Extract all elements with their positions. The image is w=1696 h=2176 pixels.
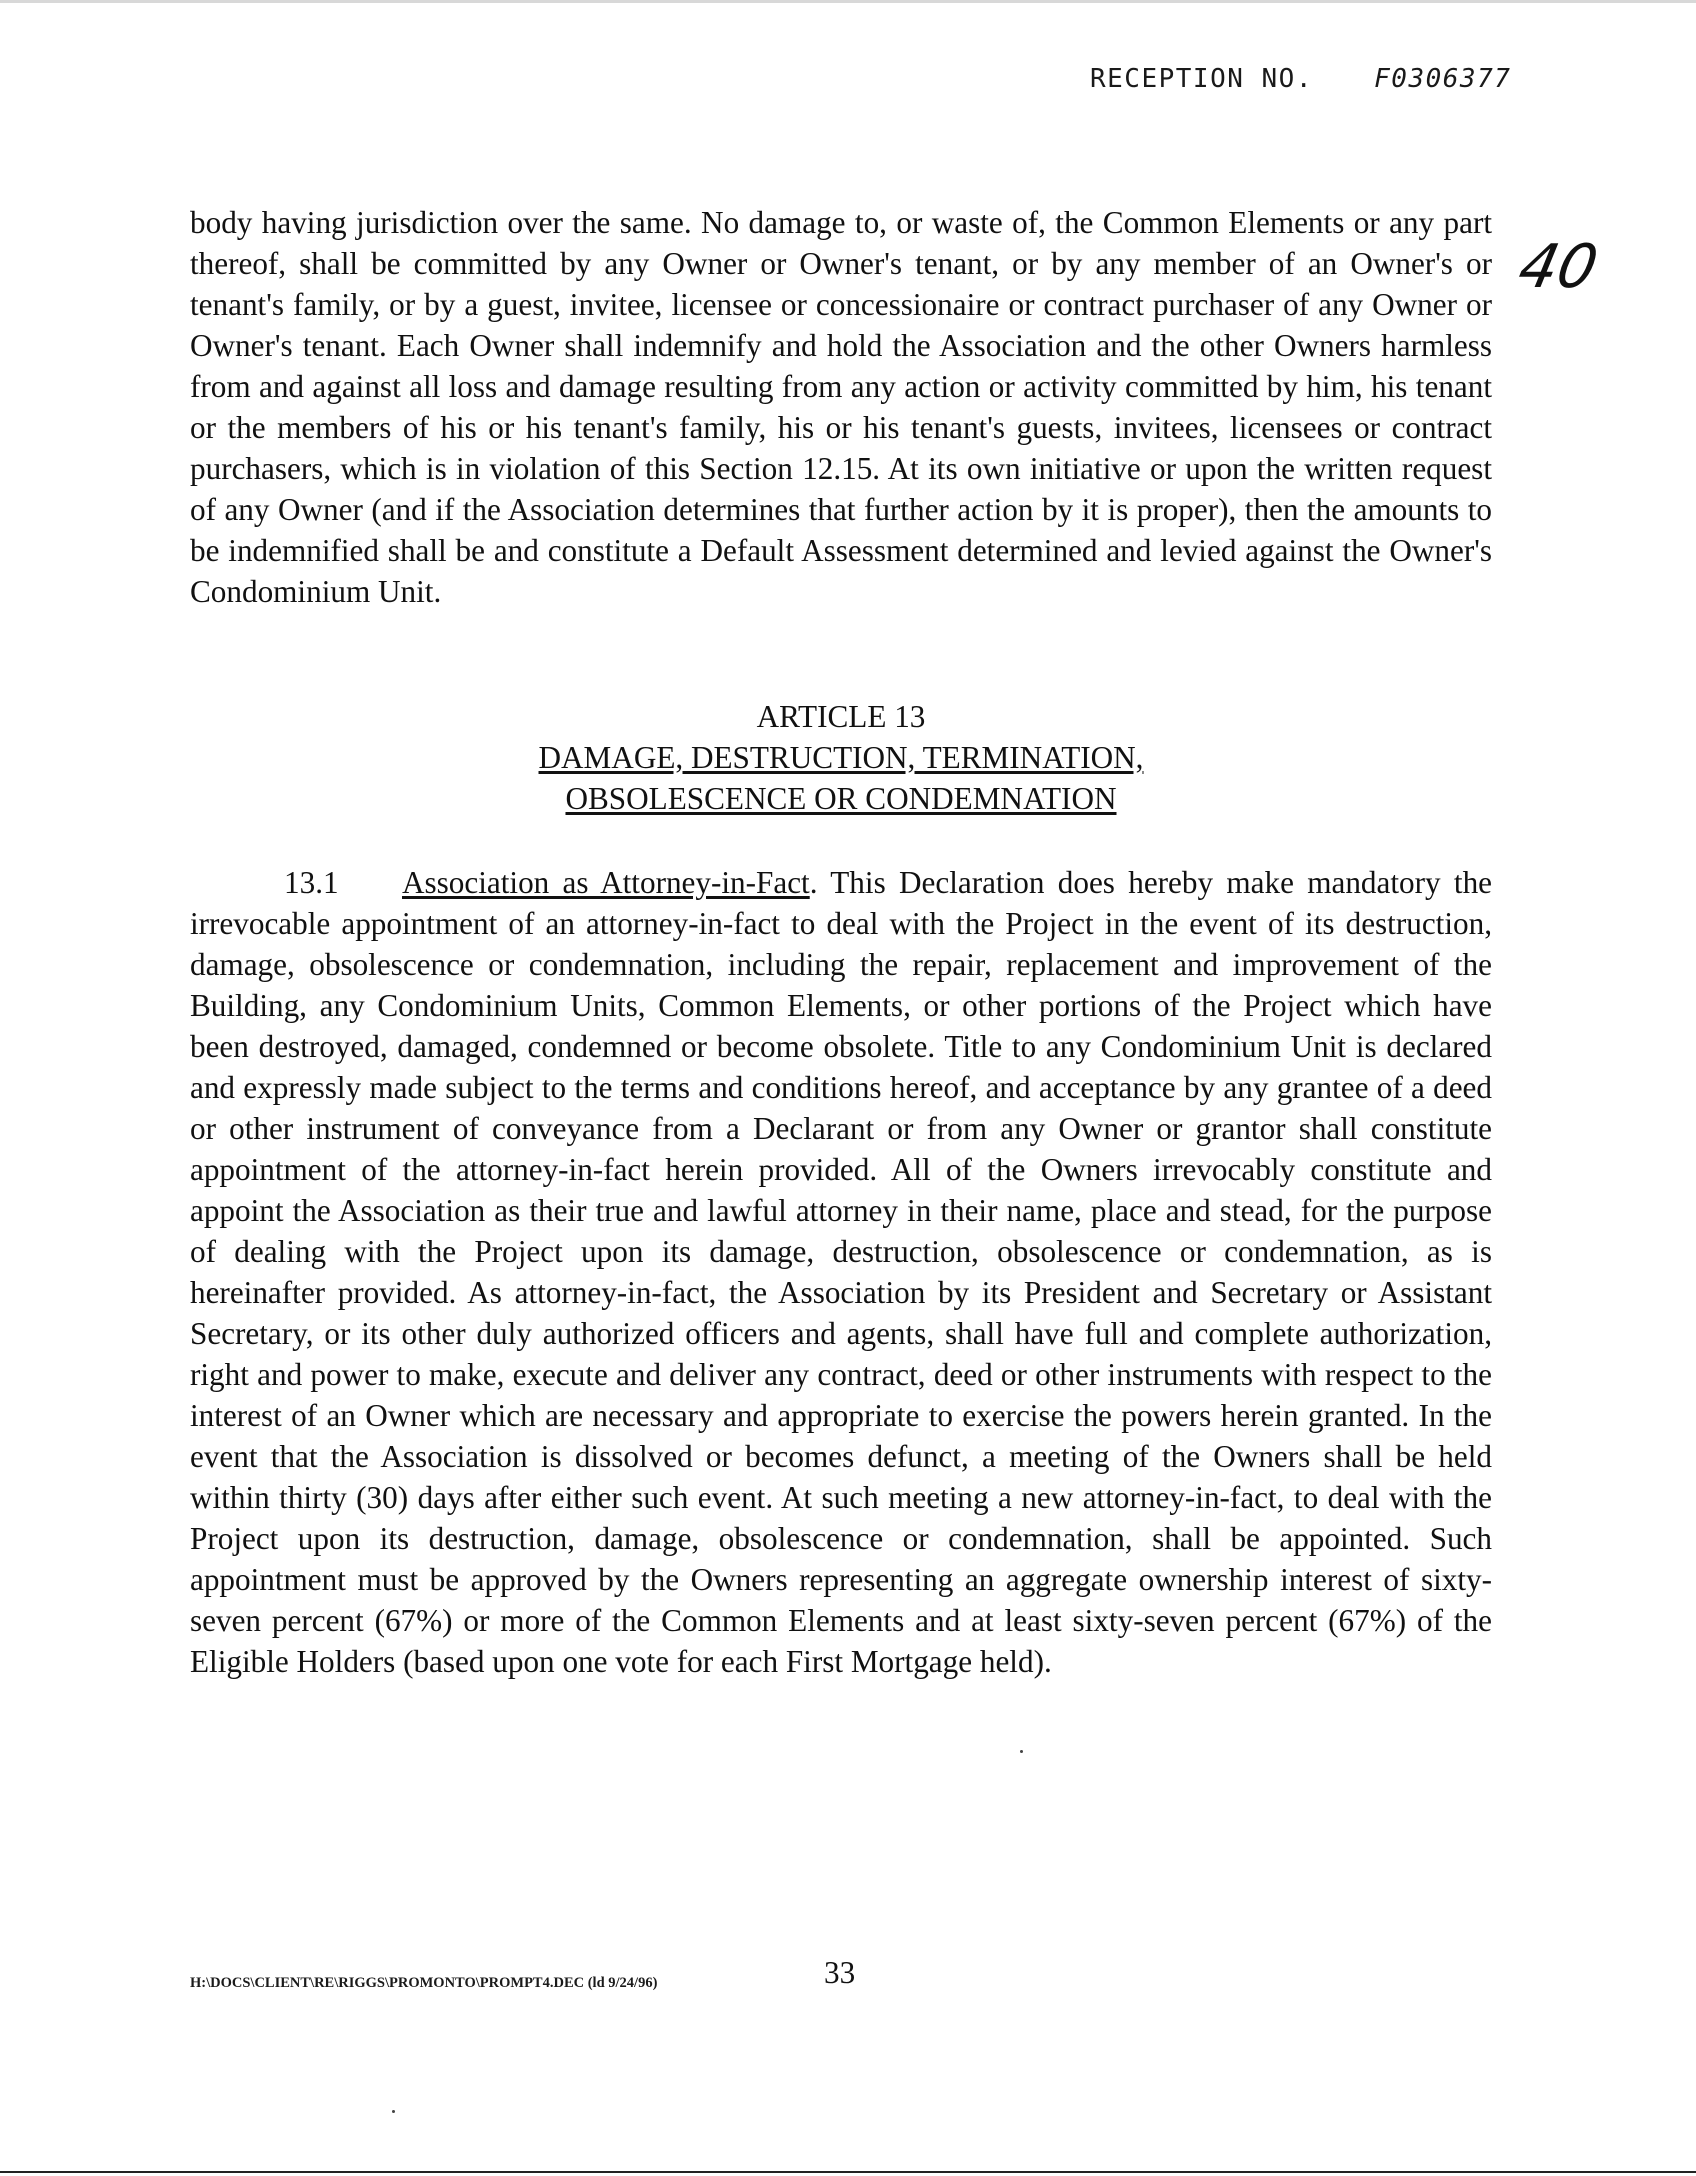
continued-paragraph-text: body having jurisdiction over the same. No damage to, or waste of, the Common Elements or any part thereof, shall be committed by any Owner or Owner's tenant, or by any member of an Owner's or tenant's family, or by a guest, invitee, licensee or concessionaire or contract purchaser of any Owner or Owner's tenant. Each Owner shall indemnify and hold the Association and the other Owners harmless from and against all loss and damage resulting from any action or activity committed by him, his tenant or the members of his or his tenant's family, his or his tenant's guests, invitees, licensees or contract purchasers, which is in violation of this Section 12.15. At its own initiative or upon the written request of any Owner (and if the Association determines that further action by it is proper), then the amounts to be indemnified shall be and constitute a Default Assessment determined and levied against the Owner's Condominium Unit.	[190, 205, 1492, 609]
page-number: 33	[824, 1955, 856, 1990]
article-title-line-1: DAMAGE, DESTRUCTION, TERMINATION,	[538, 740, 1144, 775]
continued-paragraph	[190, 202, 1492, 612]
section-13-1	[190, 862, 1492, 1682]
article-heading	[190, 696, 1492, 819]
reception-label: RECEPTION NO.	[1090, 64, 1313, 94]
section-paragraph	[190, 862, 1492, 1682]
scan-speck	[1020, 1750, 1023, 1753]
file-path: H:\DOCS\CLIENT\RE\RIGGS\PROMONTO\PROMPT4.DEC (ld 9/24/96)	[190, 1975, 658, 1991]
reception-stamp	[1090, 64, 1590, 94]
article-title-line-2: OBSOLESCENCE OR CONDEMNATION	[565, 781, 1117, 816]
reception-number: F0306377	[1374, 64, 1512, 94]
section-heading: Association as Attorney-in-Fact	[402, 865, 810, 900]
scan-speck	[392, 2110, 395, 2113]
article-number: ARTICLE 13	[756, 699, 926, 734]
section-number: 13.1	[284, 865, 339, 900]
section-body: This Declaration does hereby make mandatory the irrevocable appointment of an attorney-in-fact to deal with the Project in the event of its destruction, damage, obsolescence or condemnation, including the repair, replacement and improvement of the Building, any Condominium Units, Common Elements, or other portions of the Project which have been destroyed, damaged, condemned or become obsolete. Title to any Condominium Unit is declared and expressly made subject to the terms and conditions hereof, and acceptance by any grantee of a deed or other instrument of conveyance from a Declarant or from any Owner or grantor shall constitute appointment of the attorney-in-fact herein provided. All of the Owners irrevocably constitute and appoint the Association as their true and lawful attorney in their name, place and stead, for the purpose of dealing with the Project upon its damage, destruction, obsolescence or condemnation, as is hereinafter provided. As attorney-in-fact, the Association by its President and Secretary or Assistant Secretary, or its other duly authorized officers and agents, shall have full and complete authorization, right and power to make, execute and deliver any contract, deed or other instruments with respect to the interest of an Owner which are necessary and appropriate to exercise the powers herein granted. In the event that the Association is dissolved or becomes defunct, a meeting of the Owners shall be held within thirty (30) days after either such event. At such meeting a new attorney-in-fact, to deal with the Project upon its destruction, damage, obsolescence or condemnation, shall be appointed. Such appointment must be approved by the Owners representing an aggregate ownership interest of sixty-seven percent (67%) or more of the Common Elements and at least sixty-seven percent (67%) of the Eligible Holders (based upon one vote for each First Mortgage held).	[190, 865, 1492, 1679]
handwritten-page-number: 40	[1512, 232, 1604, 302]
section-heading-punct: .	[809, 865, 818, 900]
scan-bottom-edge	[0, 2171, 1696, 2173]
scan-top-edge	[0, 0, 1696, 3]
